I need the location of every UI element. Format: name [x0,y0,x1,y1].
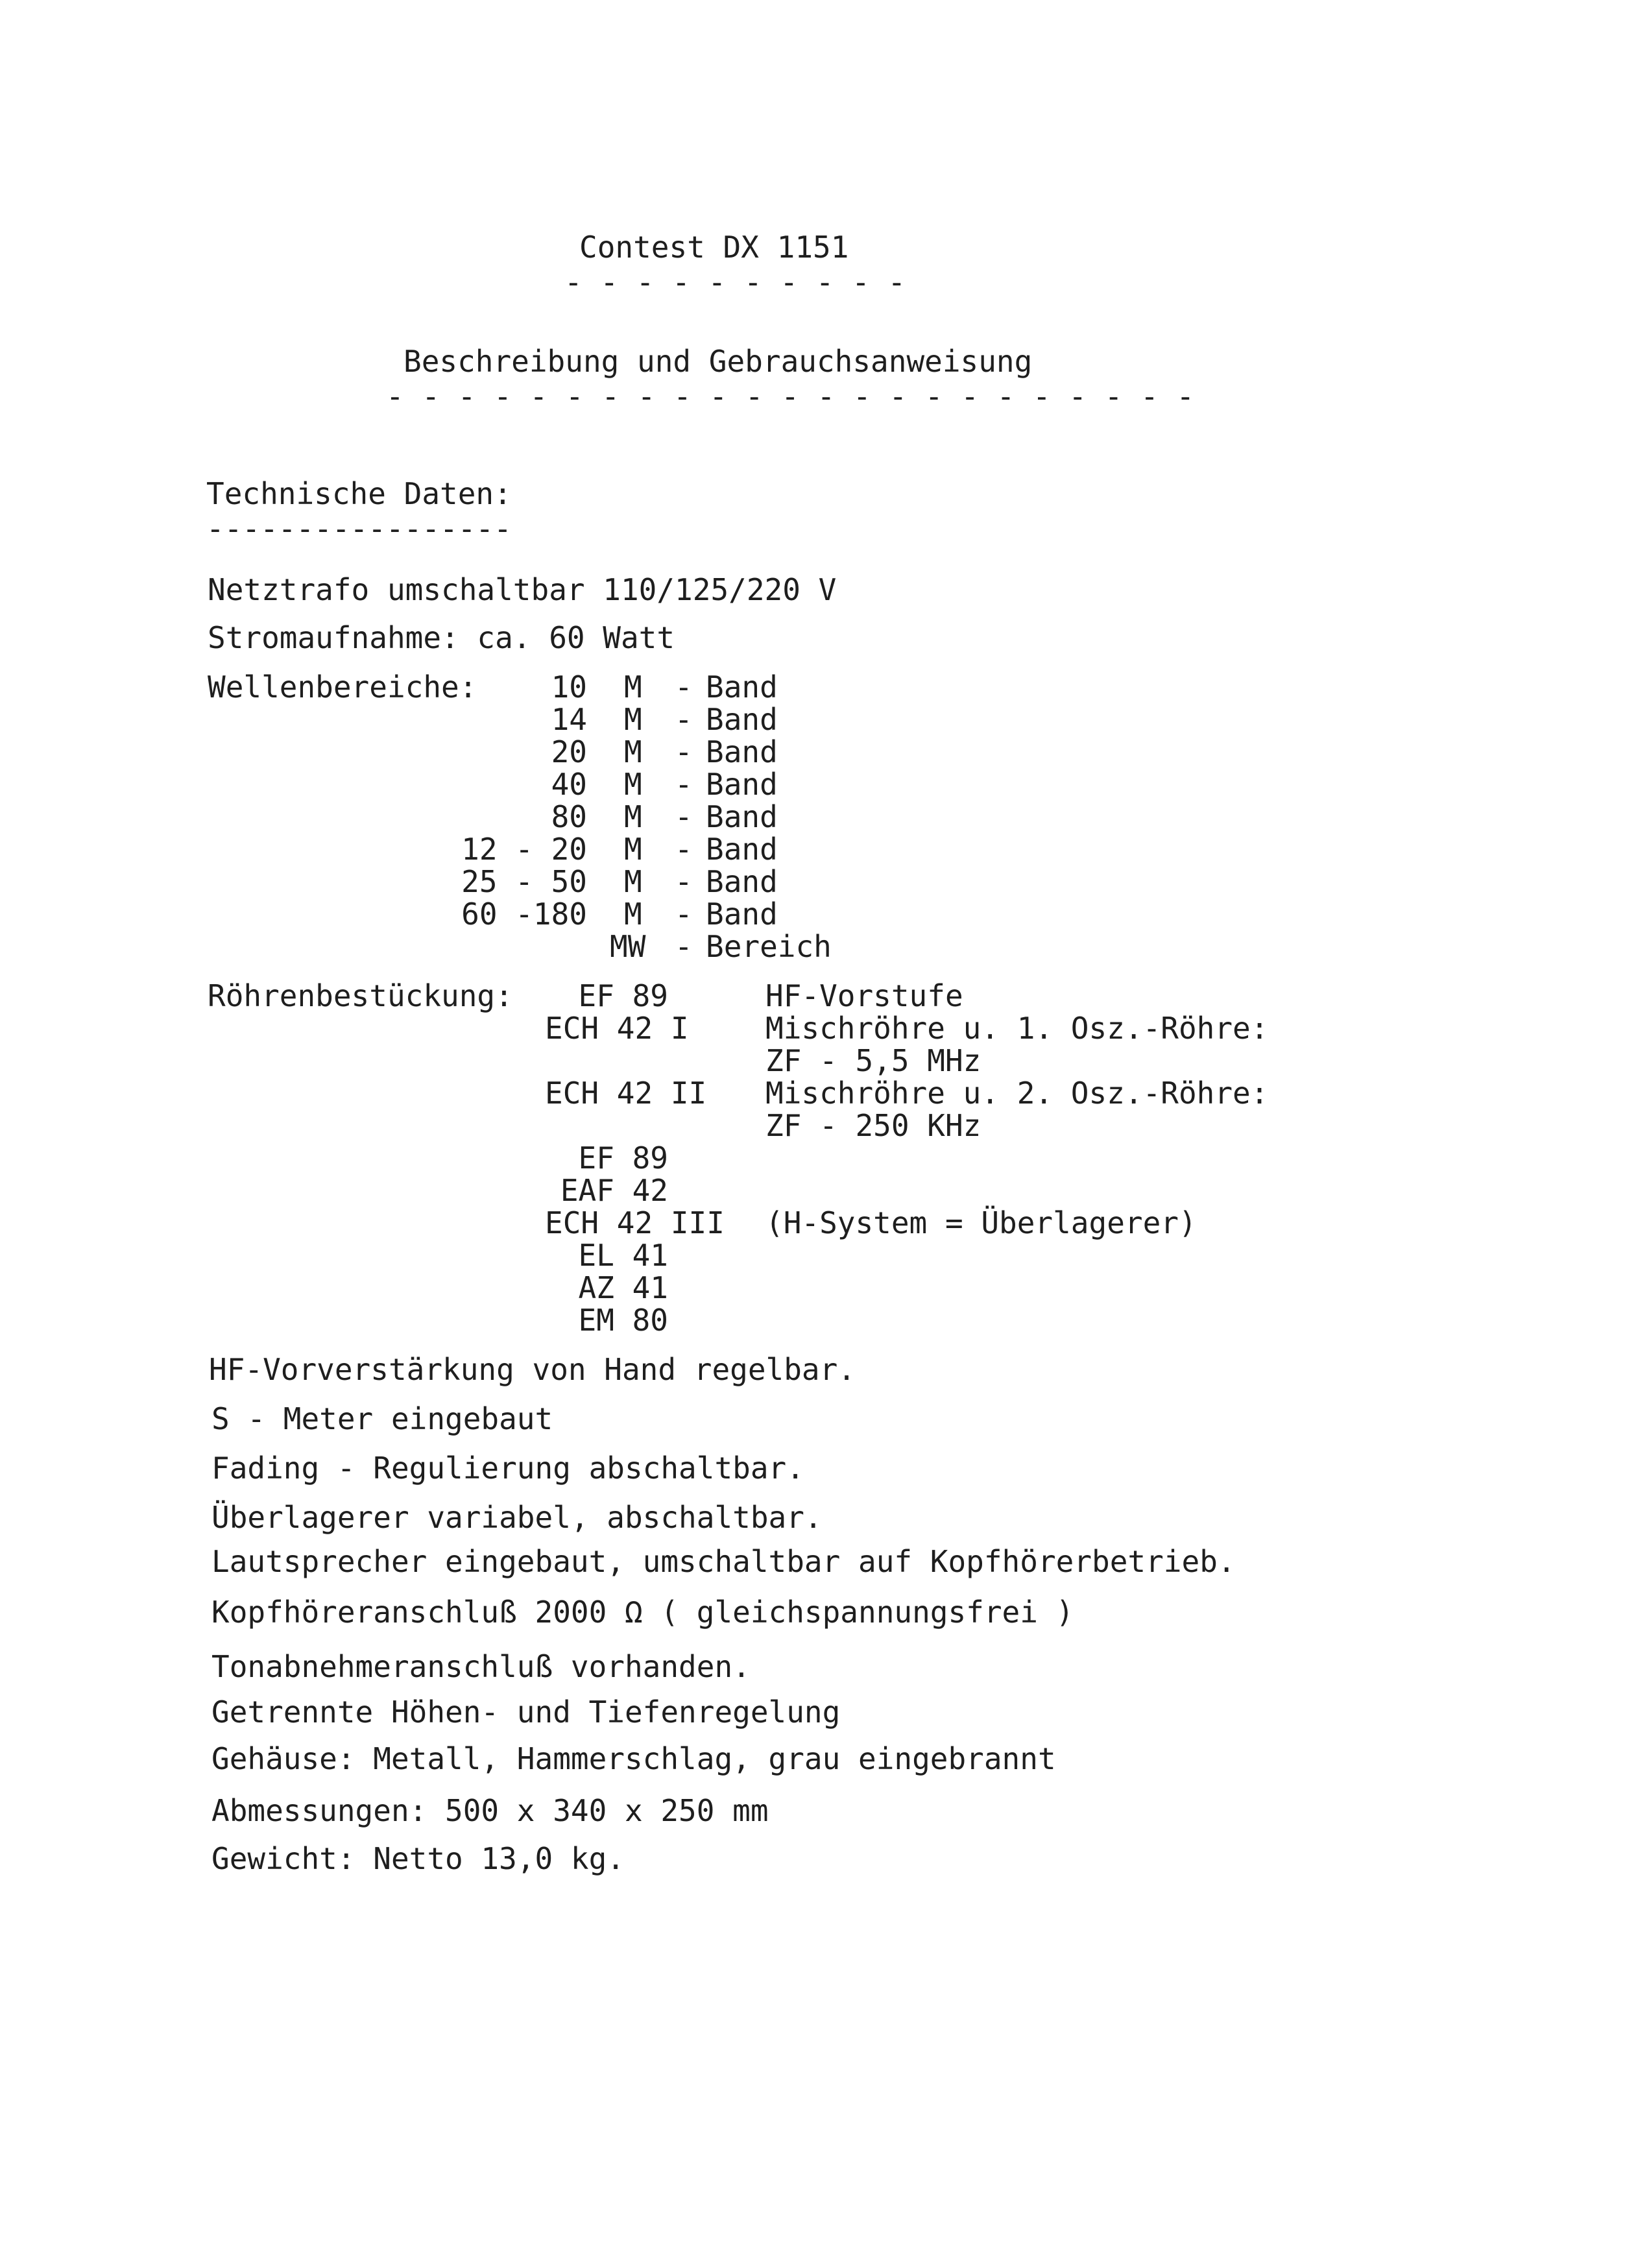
band-range: 20 [551,734,587,769]
band-dash: - [675,929,693,964]
band-dash: - [675,832,693,867]
document-title: Contest DX 1151 [579,230,849,265]
band-dash: - [675,670,693,705]
roehren-label: Röhrenbestückung: [208,978,513,1013]
feature-line: S - Meter eingebaut [211,1401,553,1436]
band-dash: - [675,799,693,834]
section-heading: Technische Daten: [206,476,512,511]
band-type: Band [706,864,778,899]
tube-name: EL 41 [578,1238,668,1273]
feature-line: Fading - Regulierung abschaltbar. [211,1451,804,1486]
band-range: 12 - 20 [461,832,587,867]
band-type: Band [706,799,778,834]
feature-line: Lautsprecher eingebaut, umschaltbar auf Kopfhörerbetrieb. [211,1544,1236,1579]
band-unit: M [624,799,642,834]
feature-line: Kopfhöreranschluß 2000 Ω ( gleichspannungsfrei ) [211,1595,1074,1630]
band-unit: M [624,734,642,769]
tube-name: EAF 42 [560,1173,668,1208]
tube-name: EF 89 [578,978,668,1013]
band-unit: M [624,670,642,705]
band-type: Bereich [706,929,832,964]
feature-line: Getrennte Höhen- und Tiefenregelung [211,1695,841,1730]
band-unit: M [624,832,642,867]
tube-function: HF-Vorstufe [765,978,963,1013]
band-dash: - [675,897,693,932]
band-type: Band [706,670,778,705]
band-dash: - [675,767,693,802]
title-underline: - - - - - - - - - - [564,265,906,300]
subtitle-underline: - - - - - - - - - - - - - - - - - - - - - - - [386,379,1195,414]
tube-function: Mischröhre u. 1. Osz.-Röhre: [765,1011,1269,1046]
band-range: 10 [551,670,587,705]
band-unit: MW [610,929,646,964]
spec-stromaufnahme: Stromaufnahme: ca. 60 Watt [208,620,675,655]
tube-name: ECH 42 III [545,1205,725,1240]
band-type: Band [706,832,778,867]
band-dash: - [675,734,693,769]
feature-line: Tonabnehmeranschluß vorhanden. [211,1649,751,1684]
band-range: 40 [551,767,587,802]
tube-name: AZ 41 [578,1270,668,1305]
tube-function: (H-System = Überlagerer) [765,1205,1197,1240]
band-unit: M [624,897,642,932]
spec-netztrafo: Netztrafo umschaltbar 110/125/220 V [208,572,837,607]
tube-name: ECH 42 I [545,1011,689,1046]
band-range: 80 [551,799,587,834]
feature-line: Gehäuse: Metall, Hammerschlag, grau eingebrannt [211,1741,1056,1776]
band-type: Band [706,767,778,802]
tube-function: ZF - 250 KHz [765,1108,981,1143]
tube-function: Mischröhre u. 2. Osz.-Röhre: [765,1076,1269,1111]
band-type: Band [706,897,778,932]
band-range: 60 -180 [461,897,587,932]
band-dash: - [675,864,693,899]
feature-line: Überlagerer variabel, abschaltbar. [211,1500,823,1535]
band-type: Band [706,734,778,769]
feature-line: Abmessungen: 500 x 340 x 250 mm [211,1793,769,1828]
band-range: 25 - 50 [461,864,587,899]
band-unit: M [624,702,642,737]
feature-line: Gewicht: Netto 13,0 kg. [211,1841,625,1876]
section-heading-underline: ----------------- [206,511,512,546]
document-subtitle: Beschreibung und Gebrauchsanweisung [403,344,1033,379]
feature-line: HF-Vorverstärkung von Hand regelbar. [209,1352,856,1387]
tube-name: EM 80 [578,1303,668,1338]
tube-name: EF 89 [578,1140,668,1176]
tube-name: ECH 42 II [545,1076,707,1111]
tube-function: ZF - 5,5 MHz [765,1043,981,1078]
band-unit: M [624,767,642,802]
band-dash: - [675,702,693,737]
wellen-label: Wellenbereiche: [208,670,477,705]
band-range: 14 [551,702,587,737]
band-unit: M [624,864,642,899]
band-type: Band [706,702,778,737]
